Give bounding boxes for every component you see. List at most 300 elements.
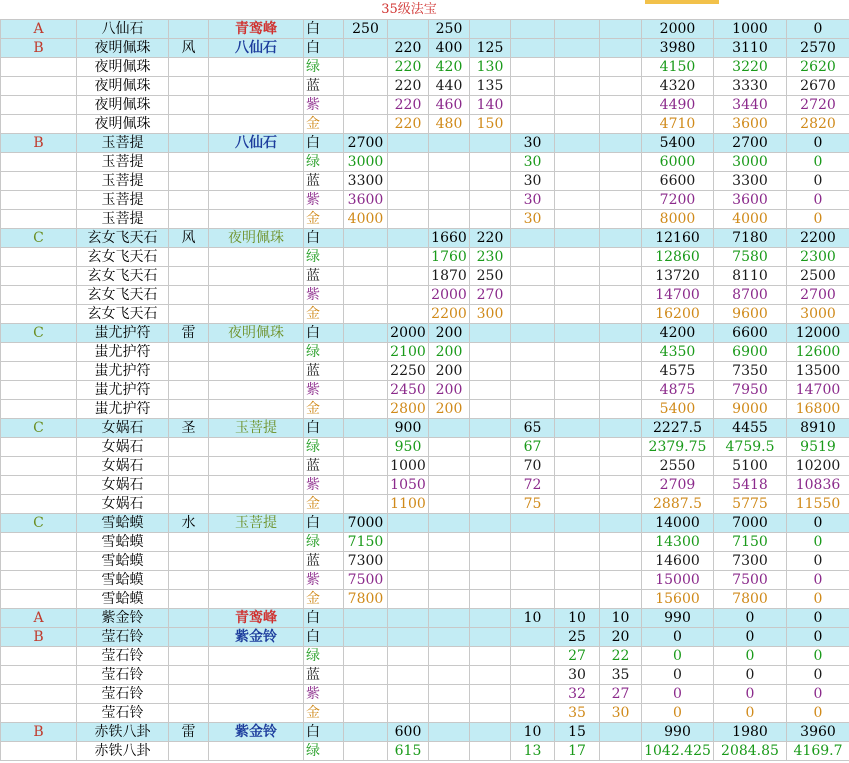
result1-cell[interactable]: 6000 [642, 153, 714, 172]
element-cell[interactable]: 风 [169, 229, 209, 248]
grade-cell[interactable] [1, 58, 77, 77]
stat3-cell[interactable] [429, 191, 470, 210]
stat5-cell[interactable] [511, 552, 555, 571]
material-cell[interactable] [209, 495, 304, 514]
quality-cell[interactable]: 金 [304, 305, 344, 324]
stat7-cell[interactable]: 22 [600, 647, 642, 666]
quality-cell[interactable]: 白 [304, 324, 344, 343]
stat2-cell[interactable] [388, 134, 429, 153]
stat3-cell[interactable]: 1760 [429, 248, 470, 267]
stat6-cell[interactable]: 15 [555, 723, 600, 742]
result2-cell[interactable]: 3600 [714, 115, 787, 134]
quality-cell[interactable]: 蓝 [304, 362, 344, 381]
result2-cell[interactable]: 4000 [714, 210, 787, 229]
element-cell[interactable]: 水 [169, 514, 209, 533]
name-cell[interactable]: 玉菩提 [77, 153, 169, 172]
stat3-cell[interactable]: 200 [429, 362, 470, 381]
name-cell[interactable]: 玉菩提 [77, 134, 169, 153]
grade-cell[interactable]: C [1, 324, 77, 343]
grade-cell[interactable] [1, 172, 77, 191]
stat3-cell[interactable]: 200 [429, 343, 470, 362]
stat6-cell[interactable] [555, 153, 600, 172]
result3-cell[interactable]: 0 [787, 685, 849, 704]
stat3-cell[interactable]: 420 [429, 58, 470, 77]
element-cell[interactable]: 雷 [169, 723, 209, 742]
stat6-cell[interactable]: 30 [555, 666, 600, 685]
element-cell[interactable] [169, 609, 209, 628]
element-cell[interactable] [169, 571, 209, 590]
result3-cell[interactable]: 8910 [787, 419, 849, 438]
result1-cell[interactable]: 14600 [642, 552, 714, 571]
name-cell[interactable]: 蚩尤护符 [77, 324, 169, 343]
stat5-cell[interactable] [511, 305, 555, 324]
grade-cell[interactable]: C [1, 229, 77, 248]
stat7-cell[interactable] [600, 723, 642, 742]
grade-cell[interactable]: A [1, 609, 77, 628]
quality-cell[interactable]: 白 [304, 229, 344, 248]
stat7-cell[interactable]: 35 [600, 666, 642, 685]
stat6-cell[interactable]: 27 [555, 647, 600, 666]
stat7-cell[interactable] [600, 457, 642, 476]
element-cell[interactable] [169, 685, 209, 704]
name-cell[interactable]: 莹石铃 [77, 685, 169, 704]
stat7-cell[interactable]: 30 [600, 704, 642, 723]
stat1-cell[interactable] [344, 305, 388, 324]
stat7-cell[interactable] [600, 495, 642, 514]
result3-cell[interactable]: 0 [787, 647, 849, 666]
stat2-cell[interactable]: 2100 [388, 343, 429, 362]
stat5-cell[interactable] [511, 514, 555, 533]
stat1-cell[interactable] [344, 419, 388, 438]
name-cell[interactable]: 女娲石 [77, 438, 169, 457]
name-cell[interactable]: 玄女飞天石 [77, 286, 169, 305]
stat5-cell[interactable] [511, 685, 555, 704]
result1-cell[interactable]: 0 [642, 704, 714, 723]
stat1-cell[interactable] [344, 381, 388, 400]
stat7-cell[interactable] [600, 77, 642, 96]
result2-cell[interactable]: 0 [714, 685, 787, 704]
name-cell[interactable]: 雪蛤蟆 [77, 590, 169, 609]
stat6-cell[interactable] [555, 115, 600, 134]
stat5-cell[interactable] [511, 590, 555, 609]
stat1-cell[interactable] [344, 476, 388, 495]
stat7-cell[interactable] [600, 210, 642, 229]
quality-cell[interactable]: 蓝 [304, 172, 344, 191]
stat5-cell[interactable] [511, 666, 555, 685]
quality-cell[interactable]: 绿 [304, 343, 344, 362]
stat3-cell[interactable] [429, 153, 470, 172]
name-cell[interactable]: 雪蛤蟆 [77, 533, 169, 552]
quality-cell[interactable]: 白 [304, 723, 344, 742]
element-cell[interactable] [169, 153, 209, 172]
material-cell[interactable] [209, 153, 304, 172]
stat1-cell[interactable]: 7500 [344, 571, 388, 590]
stat3-cell[interactable]: 440 [429, 77, 470, 96]
stat6-cell[interactable] [555, 533, 600, 552]
result3-cell[interactable]: 0 [787, 533, 849, 552]
element-cell[interactable] [169, 343, 209, 362]
quality-cell[interactable]: 绿 [304, 742, 344, 761]
stat5-cell[interactable] [511, 381, 555, 400]
stat1-cell[interactable]: 7150 [344, 533, 388, 552]
stat6-cell[interactable] [555, 400, 600, 419]
stat6-cell[interactable] [555, 191, 600, 210]
stat1-cell[interactable] [344, 704, 388, 723]
element-cell[interactable] [169, 381, 209, 400]
result3-cell[interactable]: 2200 [787, 229, 849, 248]
element-cell[interactable] [169, 267, 209, 286]
stat7-cell[interactable] [600, 362, 642, 381]
quality-cell[interactable]: 金 [304, 495, 344, 514]
material-cell[interactable] [209, 666, 304, 685]
result1-cell[interactable]: 0 [642, 666, 714, 685]
stat2-cell[interactable] [388, 590, 429, 609]
grade-cell[interactable] [1, 476, 77, 495]
stat2-cell[interactable] [388, 248, 429, 267]
stat7-cell[interactable] [600, 343, 642, 362]
stat3-cell[interactable]: 1870 [429, 267, 470, 286]
stat5-cell[interactable] [511, 77, 555, 96]
stat5-cell[interactable] [511, 324, 555, 343]
stat1-cell[interactable] [344, 58, 388, 77]
quality-cell[interactable]: 紫 [304, 476, 344, 495]
result2-cell[interactable]: 7350 [714, 362, 787, 381]
stat2-cell[interactable] [388, 210, 429, 229]
material-cell[interactable] [209, 590, 304, 609]
material-cell[interactable] [209, 305, 304, 324]
stat3-cell[interactable] [429, 666, 470, 685]
stat5-cell[interactable] [511, 704, 555, 723]
stat3-cell[interactable]: 400 [429, 39, 470, 58]
material-cell[interactable] [209, 742, 304, 761]
stat6-cell[interactable]: 10 [555, 609, 600, 628]
stat1-cell[interactable] [344, 229, 388, 248]
grade-cell[interactable] [1, 343, 77, 362]
stat6-cell[interactable]: 25 [555, 628, 600, 647]
stat7-cell[interactable] [600, 39, 642, 58]
stat5-cell[interactable]: 75 [511, 495, 555, 514]
stat2-cell[interactable]: 220 [388, 39, 429, 58]
grade-cell[interactable] [1, 666, 77, 685]
stat7-cell[interactable] [600, 419, 642, 438]
element-cell[interactable] [169, 647, 209, 666]
stat3-cell[interactable] [429, 571, 470, 590]
stat1-cell[interactable] [344, 609, 388, 628]
stat5-cell[interactable] [511, 400, 555, 419]
material-cell[interactable] [209, 210, 304, 229]
stat4-cell[interactable]: 125 [470, 39, 511, 58]
stat6-cell[interactable] [555, 229, 600, 248]
result3-cell[interactable]: 0 [787, 172, 849, 191]
grade-cell[interactable] [1, 77, 77, 96]
quality-cell[interactable]: 紫 [304, 191, 344, 210]
result1-cell[interactable]: 4710 [642, 115, 714, 134]
stat4-cell[interactable] [470, 381, 511, 400]
result2-cell[interactable]: 9600 [714, 305, 787, 324]
material-cell[interactable] [209, 115, 304, 134]
element-cell[interactable] [169, 457, 209, 476]
stat7-cell[interactable]: 20 [600, 628, 642, 647]
stat6-cell[interactable] [555, 438, 600, 457]
result1-cell[interactable]: 3980 [642, 39, 714, 58]
stat2-cell[interactable]: 600 [388, 723, 429, 742]
name-cell[interactable]: 夜明佩珠 [77, 96, 169, 115]
stat4-cell[interactable] [470, 552, 511, 571]
result2-cell[interactable]: 7180 [714, 229, 787, 248]
material-cell[interactable] [209, 647, 304, 666]
stat5-cell[interactable]: 10 [511, 723, 555, 742]
stat2-cell[interactable]: 2250 [388, 362, 429, 381]
result1-cell[interactable]: 990 [642, 723, 714, 742]
name-cell[interactable]: 蚩尤护符 [77, 343, 169, 362]
material-cell[interactable] [209, 457, 304, 476]
stat1-cell[interactable]: 3000 [344, 153, 388, 172]
element-cell[interactable] [169, 704, 209, 723]
stat3-cell[interactable]: 2200 [429, 305, 470, 324]
stat4-cell[interactable]: 250 [470, 267, 511, 286]
stat5-cell[interactable]: 30 [511, 172, 555, 191]
stat3-cell[interactable]: 480 [429, 115, 470, 134]
stat1-cell[interactable] [344, 267, 388, 286]
result2-cell[interactable]: 3440 [714, 96, 787, 115]
material-cell[interactable]: 八仙石 [209, 39, 304, 58]
stat4-cell[interactable] [470, 400, 511, 419]
result3-cell[interactable]: 11550 [787, 495, 849, 514]
stat2-cell[interactable] [388, 666, 429, 685]
result1-cell[interactable]: 4875 [642, 381, 714, 400]
material-cell[interactable] [209, 58, 304, 77]
quality-cell[interactable]: 白 [304, 134, 344, 153]
stat3-cell[interactable] [429, 495, 470, 514]
stat6-cell[interactable] [555, 286, 600, 305]
result3-cell[interactable]: 2570 [787, 39, 849, 58]
stat7-cell[interactable] [600, 96, 642, 115]
stat1-cell[interactable] [344, 286, 388, 305]
stat7-cell[interactable] [600, 286, 642, 305]
result2-cell[interactable]: 7300 [714, 552, 787, 571]
grade-cell[interactable] [1, 305, 77, 324]
material-cell[interactable]: 玉菩提 [209, 514, 304, 533]
stat7-cell[interactable] [600, 400, 642, 419]
result1-cell[interactable]: 14300 [642, 533, 714, 552]
stat2-cell[interactable] [388, 191, 429, 210]
stat3-cell[interactable] [429, 609, 470, 628]
result2-cell[interactable]: 5418 [714, 476, 787, 495]
element-cell[interactable] [169, 362, 209, 381]
result2-cell[interactable]: 5100 [714, 457, 787, 476]
stat7-cell[interactable] [600, 742, 642, 761]
name-cell[interactable]: 雪蛤蟆 [77, 571, 169, 590]
result3-cell[interactable]: 16800 [787, 400, 849, 419]
stat1-cell[interactable] [344, 742, 388, 761]
stat7-cell[interactable] [600, 305, 642, 324]
quality-cell[interactable]: 金 [304, 704, 344, 723]
material-cell[interactable]: 紫金铃 [209, 628, 304, 647]
result2-cell[interactable]: 0 [714, 609, 787, 628]
stat2-cell[interactable] [388, 20, 429, 39]
stat4-cell[interactable] [470, 514, 511, 533]
stat5-cell[interactable] [511, 647, 555, 666]
stat1-cell[interactable]: 2700 [344, 134, 388, 153]
name-cell[interactable]: 雪蛤蟆 [77, 552, 169, 571]
grade-cell[interactable] [1, 153, 77, 172]
result3-cell[interactable]: 0 [787, 704, 849, 723]
stat5-cell[interactable]: 30 [511, 134, 555, 153]
result2-cell[interactable]: 0 [714, 704, 787, 723]
stat4-cell[interactable]: 140 [470, 96, 511, 115]
grade-cell[interactable] [1, 362, 77, 381]
result3-cell[interactable]: 2500 [787, 267, 849, 286]
stat4-cell[interactable] [470, 172, 511, 191]
name-cell[interactable]: 女娲石 [77, 495, 169, 514]
quality-cell[interactable]: 绿 [304, 438, 344, 457]
stat6-cell[interactable] [555, 39, 600, 58]
result2-cell[interactable]: 6600 [714, 324, 787, 343]
material-cell[interactable] [209, 96, 304, 115]
stat3-cell[interactable] [429, 134, 470, 153]
result1-cell[interactable]: 7200 [642, 191, 714, 210]
material-cell[interactable]: 紫金铃 [209, 723, 304, 742]
stat4-cell[interactable] [470, 495, 511, 514]
stat1-cell[interactable] [344, 723, 388, 742]
result3-cell[interactable]: 0 [787, 134, 849, 153]
stat6-cell[interactable] [555, 305, 600, 324]
result2-cell[interactable]: 0 [714, 666, 787, 685]
result3-cell[interactable]: 2670 [787, 77, 849, 96]
stat2-cell[interactable]: 950 [388, 438, 429, 457]
material-cell[interactable] [209, 77, 304, 96]
grade-cell[interactable] [1, 495, 77, 514]
name-cell[interactable]: 蚩尤护符 [77, 362, 169, 381]
element-cell[interactable] [169, 77, 209, 96]
stat6-cell[interactable] [555, 134, 600, 153]
stat3-cell[interactable] [429, 533, 470, 552]
name-cell[interactable]: 女娲石 [77, 457, 169, 476]
stat3-cell[interactable]: 200 [429, 381, 470, 400]
stat2-cell[interactable]: 2800 [388, 400, 429, 419]
stat5-cell[interactable] [511, 267, 555, 286]
stat2-cell[interactable] [388, 267, 429, 286]
name-cell[interactable]: 女娲石 [77, 419, 169, 438]
stat7-cell[interactable] [600, 571, 642, 590]
element-cell[interactable] [169, 628, 209, 647]
stat7-cell[interactable] [600, 267, 642, 286]
stat4-cell[interactable] [470, 533, 511, 552]
stat4-cell[interactable] [470, 438, 511, 457]
stat5-cell[interactable]: 13 [511, 742, 555, 761]
result2-cell[interactable]: 0 [714, 628, 787, 647]
stat6-cell[interactable] [555, 381, 600, 400]
material-cell[interactable] [209, 685, 304, 704]
element-cell[interactable] [169, 115, 209, 134]
stat3-cell[interactable]: 250 [429, 20, 470, 39]
grade-cell[interactable] [1, 647, 77, 666]
stat7-cell[interactable]: 10 [600, 609, 642, 628]
stat1-cell[interactable] [344, 438, 388, 457]
stat5-cell[interactable] [511, 628, 555, 647]
stat4-cell[interactable]: 270 [470, 286, 511, 305]
result2-cell[interactable]: 7800 [714, 590, 787, 609]
grade-cell[interactable] [1, 704, 77, 723]
stat2-cell[interactable]: 220 [388, 96, 429, 115]
result1-cell[interactable]: 2227.5 [642, 419, 714, 438]
element-cell[interactable] [169, 476, 209, 495]
result3-cell[interactable]: 2300 [787, 248, 849, 267]
quality-cell[interactable]: 紫 [304, 96, 344, 115]
stat2-cell[interactable] [388, 229, 429, 248]
stat7-cell[interactable] [600, 476, 642, 495]
stat5-cell[interactable]: 30 [511, 153, 555, 172]
stat6-cell[interactable] [555, 495, 600, 514]
result3-cell[interactable]: 9519 [787, 438, 849, 457]
stat4-cell[interactable] [470, 153, 511, 172]
stat3-cell[interactable] [429, 628, 470, 647]
result1-cell[interactable]: 4575 [642, 362, 714, 381]
stat7-cell[interactable] [600, 153, 642, 172]
stat5-cell[interactable]: 10 [511, 609, 555, 628]
stat6-cell[interactable] [555, 248, 600, 267]
element-cell[interactable] [169, 742, 209, 761]
name-cell[interactable]: 夜明佩珠 [77, 58, 169, 77]
stat6-cell[interactable] [555, 96, 600, 115]
material-cell[interactable] [209, 172, 304, 191]
stat3-cell[interactable]: 1660 [429, 229, 470, 248]
stat4-cell[interactable] [470, 362, 511, 381]
quality-cell[interactable]: 蓝 [304, 666, 344, 685]
stat4-cell[interactable]: 135 [470, 77, 511, 96]
result1-cell[interactable]: 12860 [642, 248, 714, 267]
stat1-cell[interactable] [344, 115, 388, 134]
result1-cell[interactable]: 4490 [642, 96, 714, 115]
result1-cell[interactable]: 6600 [642, 172, 714, 191]
stat5-cell[interactable]: 67 [511, 438, 555, 457]
stat7-cell[interactable] [600, 590, 642, 609]
result2-cell[interactable]: 3000 [714, 153, 787, 172]
stat5-cell[interactable]: 30 [511, 191, 555, 210]
stat3-cell[interactable] [429, 419, 470, 438]
grade-cell[interactable] [1, 685, 77, 704]
element-cell[interactable]: 圣 [169, 419, 209, 438]
stat2-cell[interactable] [388, 685, 429, 704]
name-cell[interactable]: 玄女飞天石 [77, 229, 169, 248]
result1-cell[interactable]: 0 [642, 628, 714, 647]
stat6-cell[interactable] [555, 590, 600, 609]
stat7-cell[interactable] [600, 552, 642, 571]
element-cell[interactable] [169, 134, 209, 153]
quality-cell[interactable]: 绿 [304, 248, 344, 267]
stat4-cell[interactable] [470, 210, 511, 229]
result2-cell[interactable]: 4759.5 [714, 438, 787, 457]
stat3-cell[interactable] [429, 438, 470, 457]
element-cell[interactable] [169, 552, 209, 571]
stat4-cell[interactable] [470, 704, 511, 723]
stat4-cell[interactable] [470, 343, 511, 362]
result3-cell[interactable]: 0 [787, 20, 849, 39]
result3-cell[interactable]: 10200 [787, 457, 849, 476]
result2-cell[interactable]: 7950 [714, 381, 787, 400]
material-cell[interactable] [209, 552, 304, 571]
stat1-cell[interactable]: 4000 [344, 210, 388, 229]
stat4-cell[interactable]: 130 [470, 58, 511, 77]
result2-cell[interactable]: 7000 [714, 514, 787, 533]
result1-cell[interactable]: 1042.425 [642, 742, 714, 761]
grade-cell[interactable]: C [1, 419, 77, 438]
stat2-cell[interactable] [388, 609, 429, 628]
name-cell[interactable]: 玄女飞天石 [77, 267, 169, 286]
stat2-cell[interactable] [388, 533, 429, 552]
quality-cell[interactable]: 蓝 [304, 267, 344, 286]
material-cell[interactable] [209, 400, 304, 419]
